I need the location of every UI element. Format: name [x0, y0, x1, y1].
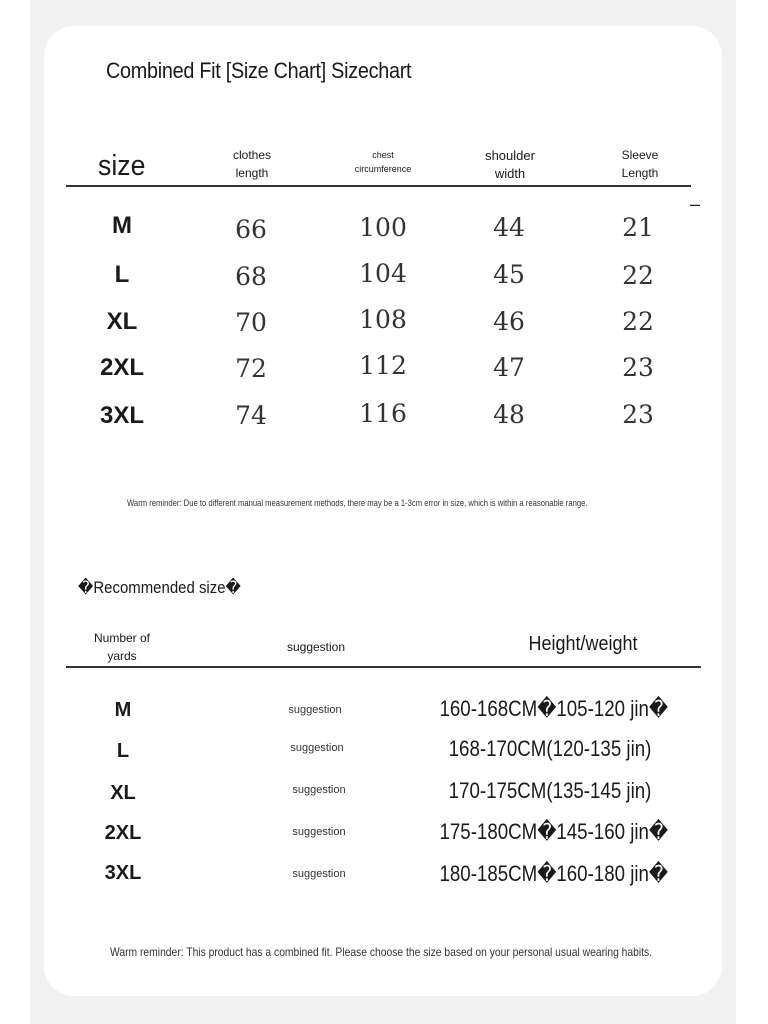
row-shoulder: 48 [493, 400, 525, 429]
row-size: 2XL [99, 354, 144, 381]
row-shoulder: 47 [493, 353, 525, 382]
row-length: 74 [235, 401, 267, 430]
row-sleeve: 22 [622, 261, 654, 290]
header-number-of-yards: Number of yards [93, 631, 151, 663]
rec-row-height-weight: 180-185CM�160-180 jin� [439, 861, 669, 886]
row-sleeve: 22 [622, 307, 654, 336]
row-shoulder: 45 [493, 260, 525, 289]
right-margin [736, 0, 768, 1024]
recommended-table-rule [66, 666, 701, 668]
rec-row-height-weight: 170-175CM(135-145 jin) [448, 778, 652, 803]
rec-row-height-weight: 168-170CM(120-135 jin) [448, 736, 652, 761]
header-height-weight: Height/weight [528, 633, 638, 655]
header-shoulder-width: shoulder width [485, 148, 535, 181]
row-chest: 112 [359, 351, 407, 380]
fit-reminder: Warm reminder: This product has a combined fit. Please choose the size based on your personal usual wearing habits. [110, 945, 653, 959]
header-clothes-length: clothes length [232, 148, 272, 180]
rec-row-suggestion: suggestion [292, 868, 346, 880]
row-chest: 100 [359, 213, 407, 242]
size-table-rule [66, 185, 691, 187]
rec-row-suggestion: suggestion [292, 784, 346, 796]
row-length: 72 [235, 354, 267, 383]
header-size: size [98, 150, 146, 182]
page-title: Combined Fit [Size Chart] Sizechart [106, 58, 412, 83]
row-size: XL [106, 308, 138, 335]
row-length: 70 [235, 308, 267, 337]
row-shoulder: 46 [493, 307, 525, 336]
rec-row-suggestion: suggestion [290, 742, 344, 754]
rec-row-suggestion: suggestion [292, 826, 346, 838]
rec-row-height-weight: 175-180CM�145-160 jin� [439, 819, 669, 844]
row-sleeve: 21 [622, 213, 654, 242]
rec-row-size: 3XL [104, 862, 142, 884]
header-suggestion: suggestion [286, 640, 346, 654]
rec-row-size: XL [110, 782, 136, 804]
row-shoulder: 44 [493, 213, 525, 242]
row-chest: 104 [359, 259, 407, 288]
row-length: 68 [235, 262, 267, 291]
header-chest-circumference: chest circumference [354, 150, 412, 174]
rec-row-size: M [114, 699, 132, 721]
size-chart-card [44, 26, 722, 996]
row-size: 3XL [99, 402, 144, 429]
side-mark: – [690, 194, 701, 214]
rec-row-size: 2XL [104, 822, 142, 844]
recommended-size-title: �Recommended size� [78, 578, 241, 597]
rec-row-height-weight: 160-168CM�105-120 jin� [439, 696, 669, 721]
row-size: L [114, 261, 130, 288]
row-chest: 108 [359, 305, 407, 334]
row-size: M [112, 212, 132, 239]
rec-row-suggestion: suggestion [288, 704, 342, 716]
row-length: 66 [235, 215, 267, 244]
left-margin [0, 0, 30, 1024]
row-sleeve: 23 [622, 400, 654, 429]
row-chest: 116 [359, 399, 407, 428]
rec-row-size: L [116, 740, 130, 762]
row-sleeve: 23 [622, 353, 654, 382]
header-sleeve-length: Sleeve Length [621, 148, 659, 180]
measurement-reminder: Warm reminder: Due to different manual measurement methods, there may be a 1-3cm error in size, which is within a reasonable range. [127, 498, 588, 508]
